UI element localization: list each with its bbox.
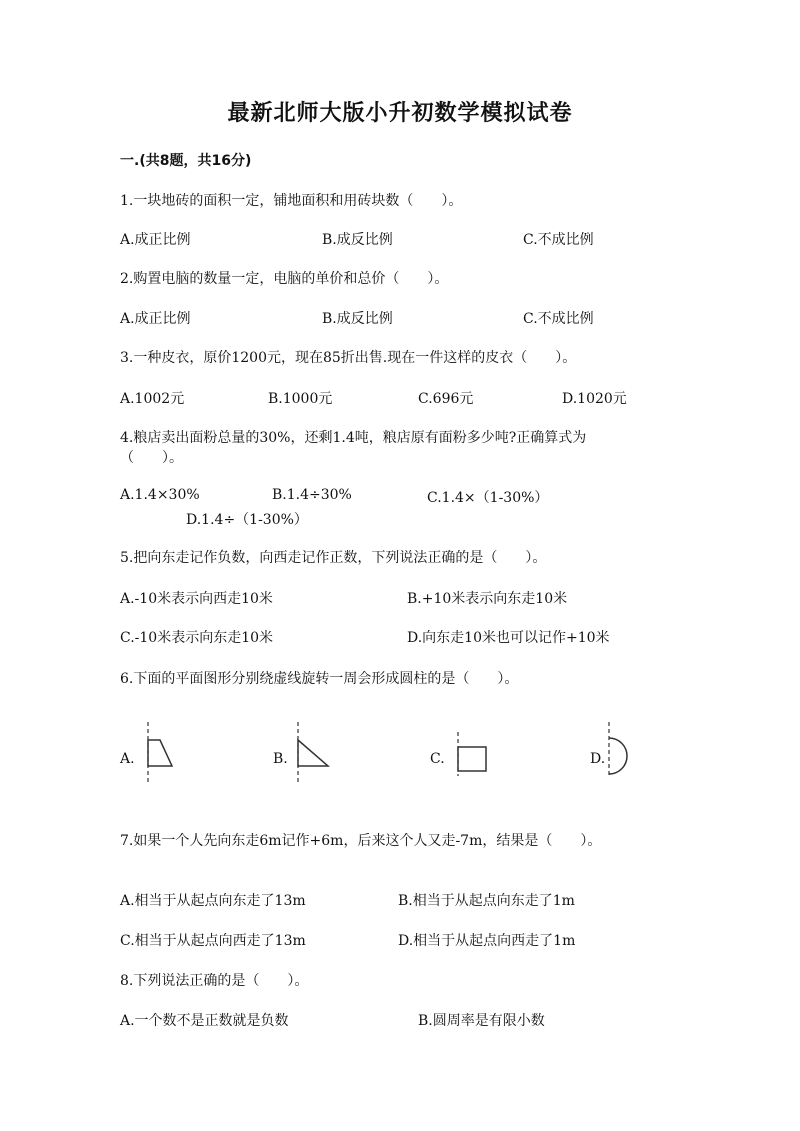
question-4-stem: 4.粮店卖出面粉总量的30%，还剩1.4吨，粮店原有面粉多少吨?正确算式为 xyxy=(120,430,587,446)
q3-option-d[interactable]: D.1020元 xyxy=(562,391,627,407)
q5-option-b[interactable]: B.+10米表示向东走10米 xyxy=(407,591,568,607)
q6-option-c-label: C. xyxy=(430,751,445,767)
q6-option-a[interactable] xyxy=(120,718,190,798)
question-7-stem: 7.如果一个人先向东走6m记作+6m，后来这个人又走-7m，结果是（ ）。 xyxy=(120,833,602,849)
q6-option-b-label: B. xyxy=(273,751,288,767)
q5-option-d[interactable]: D.向东走10米也可以记作+10米 xyxy=(407,630,610,646)
rectangle-figure xyxy=(450,718,500,798)
q7-option-b[interactable]: B.相当于从起点向东走了1m xyxy=(398,893,575,909)
q4-option-b[interactable]: B.1.4÷30% xyxy=(272,487,352,503)
semicircle-figure xyxy=(604,718,654,798)
page-title: 最新北师大版小升初数学模拟试卷 xyxy=(227,101,573,126)
q6-figures xyxy=(0,718,800,798)
section-header: 一.(共8题，共16分) xyxy=(120,153,252,169)
question-1-stem: 1.一块地砖的面积一定，铺地面积和用砖块数（ ）。 xyxy=(120,193,463,209)
q7-option-c[interactable]: C.相当于从起点向西走了13m xyxy=(120,933,306,949)
q5-option-a[interactable]: A.-10米表示向西走10米 xyxy=(120,591,273,607)
q3-option-a[interactable]: A.1002元 xyxy=(120,391,185,407)
question-3-stem: 3.一种皮衣，原价1200元，现在85折出售.现在一件这样的皮衣（ ）。 xyxy=(120,350,577,366)
question-6-stem: 6.下面的平面图形分别绕虚线旋转一周会形成圆柱的是（ ）。 xyxy=(120,671,519,687)
q6-option-b[interactable] xyxy=(273,718,343,798)
q7-option-d[interactable]: D.相当于从起点向西走了1m xyxy=(398,933,576,949)
right-trapezoid-figure xyxy=(138,718,188,798)
q1-option-b[interactable]: B.成反比例 xyxy=(322,232,393,248)
question-4-stem-continued: （ ）。 xyxy=(120,450,183,466)
q3-option-c[interactable]: C.696元 xyxy=(418,391,474,407)
q7-option-a[interactable]: A.相当于从起点向东走了13m xyxy=(120,893,306,909)
q4-option-d[interactable]: D.1.4÷（1-30%） xyxy=(186,512,308,528)
question-5-stem: 5.把向东走记作负数，向西走记作正数，下列说法正确的是（ ）。 xyxy=(120,550,547,566)
q3-option-b[interactable]: B.1000元 xyxy=(268,391,333,407)
q4-option-c[interactable]: C.1.4×（1-30%） xyxy=(427,490,549,506)
question-8-stem: 8.下列说法正确的是（ ）。 xyxy=(120,973,309,989)
q1-option-a[interactable]: A.成正比例 xyxy=(120,232,191,248)
q6-option-c[interactable] xyxy=(430,718,500,798)
q6-option-a-label: A. xyxy=(120,751,135,767)
q2-option-b[interactable]: B.成反比例 xyxy=(322,311,393,327)
right-triangle-figure xyxy=(291,718,341,798)
q8-option-a[interactable]: A.一个数不是正数就是负数 xyxy=(120,1013,289,1029)
q2-option-c[interactable]: C.不成比例 xyxy=(523,311,594,327)
q6-option-d[interactable] xyxy=(590,718,660,798)
q1-option-c[interactable]: C.不成比例 xyxy=(523,232,594,248)
q2-option-a[interactable]: A.成正比例 xyxy=(120,311,191,327)
q5-option-c[interactable]: C.-10米表示向东走10米 xyxy=(120,630,274,646)
q8-option-b[interactable]: B.圆周率是有限小数 xyxy=(418,1013,545,1029)
q4-option-a[interactable]: A.1.4×30% xyxy=(120,487,200,503)
question-2-stem: 2.购置电脑的数量一定，电脑的单价和总价（ ）。 xyxy=(120,271,449,287)
q6-option-d-label: D. xyxy=(590,751,606,767)
